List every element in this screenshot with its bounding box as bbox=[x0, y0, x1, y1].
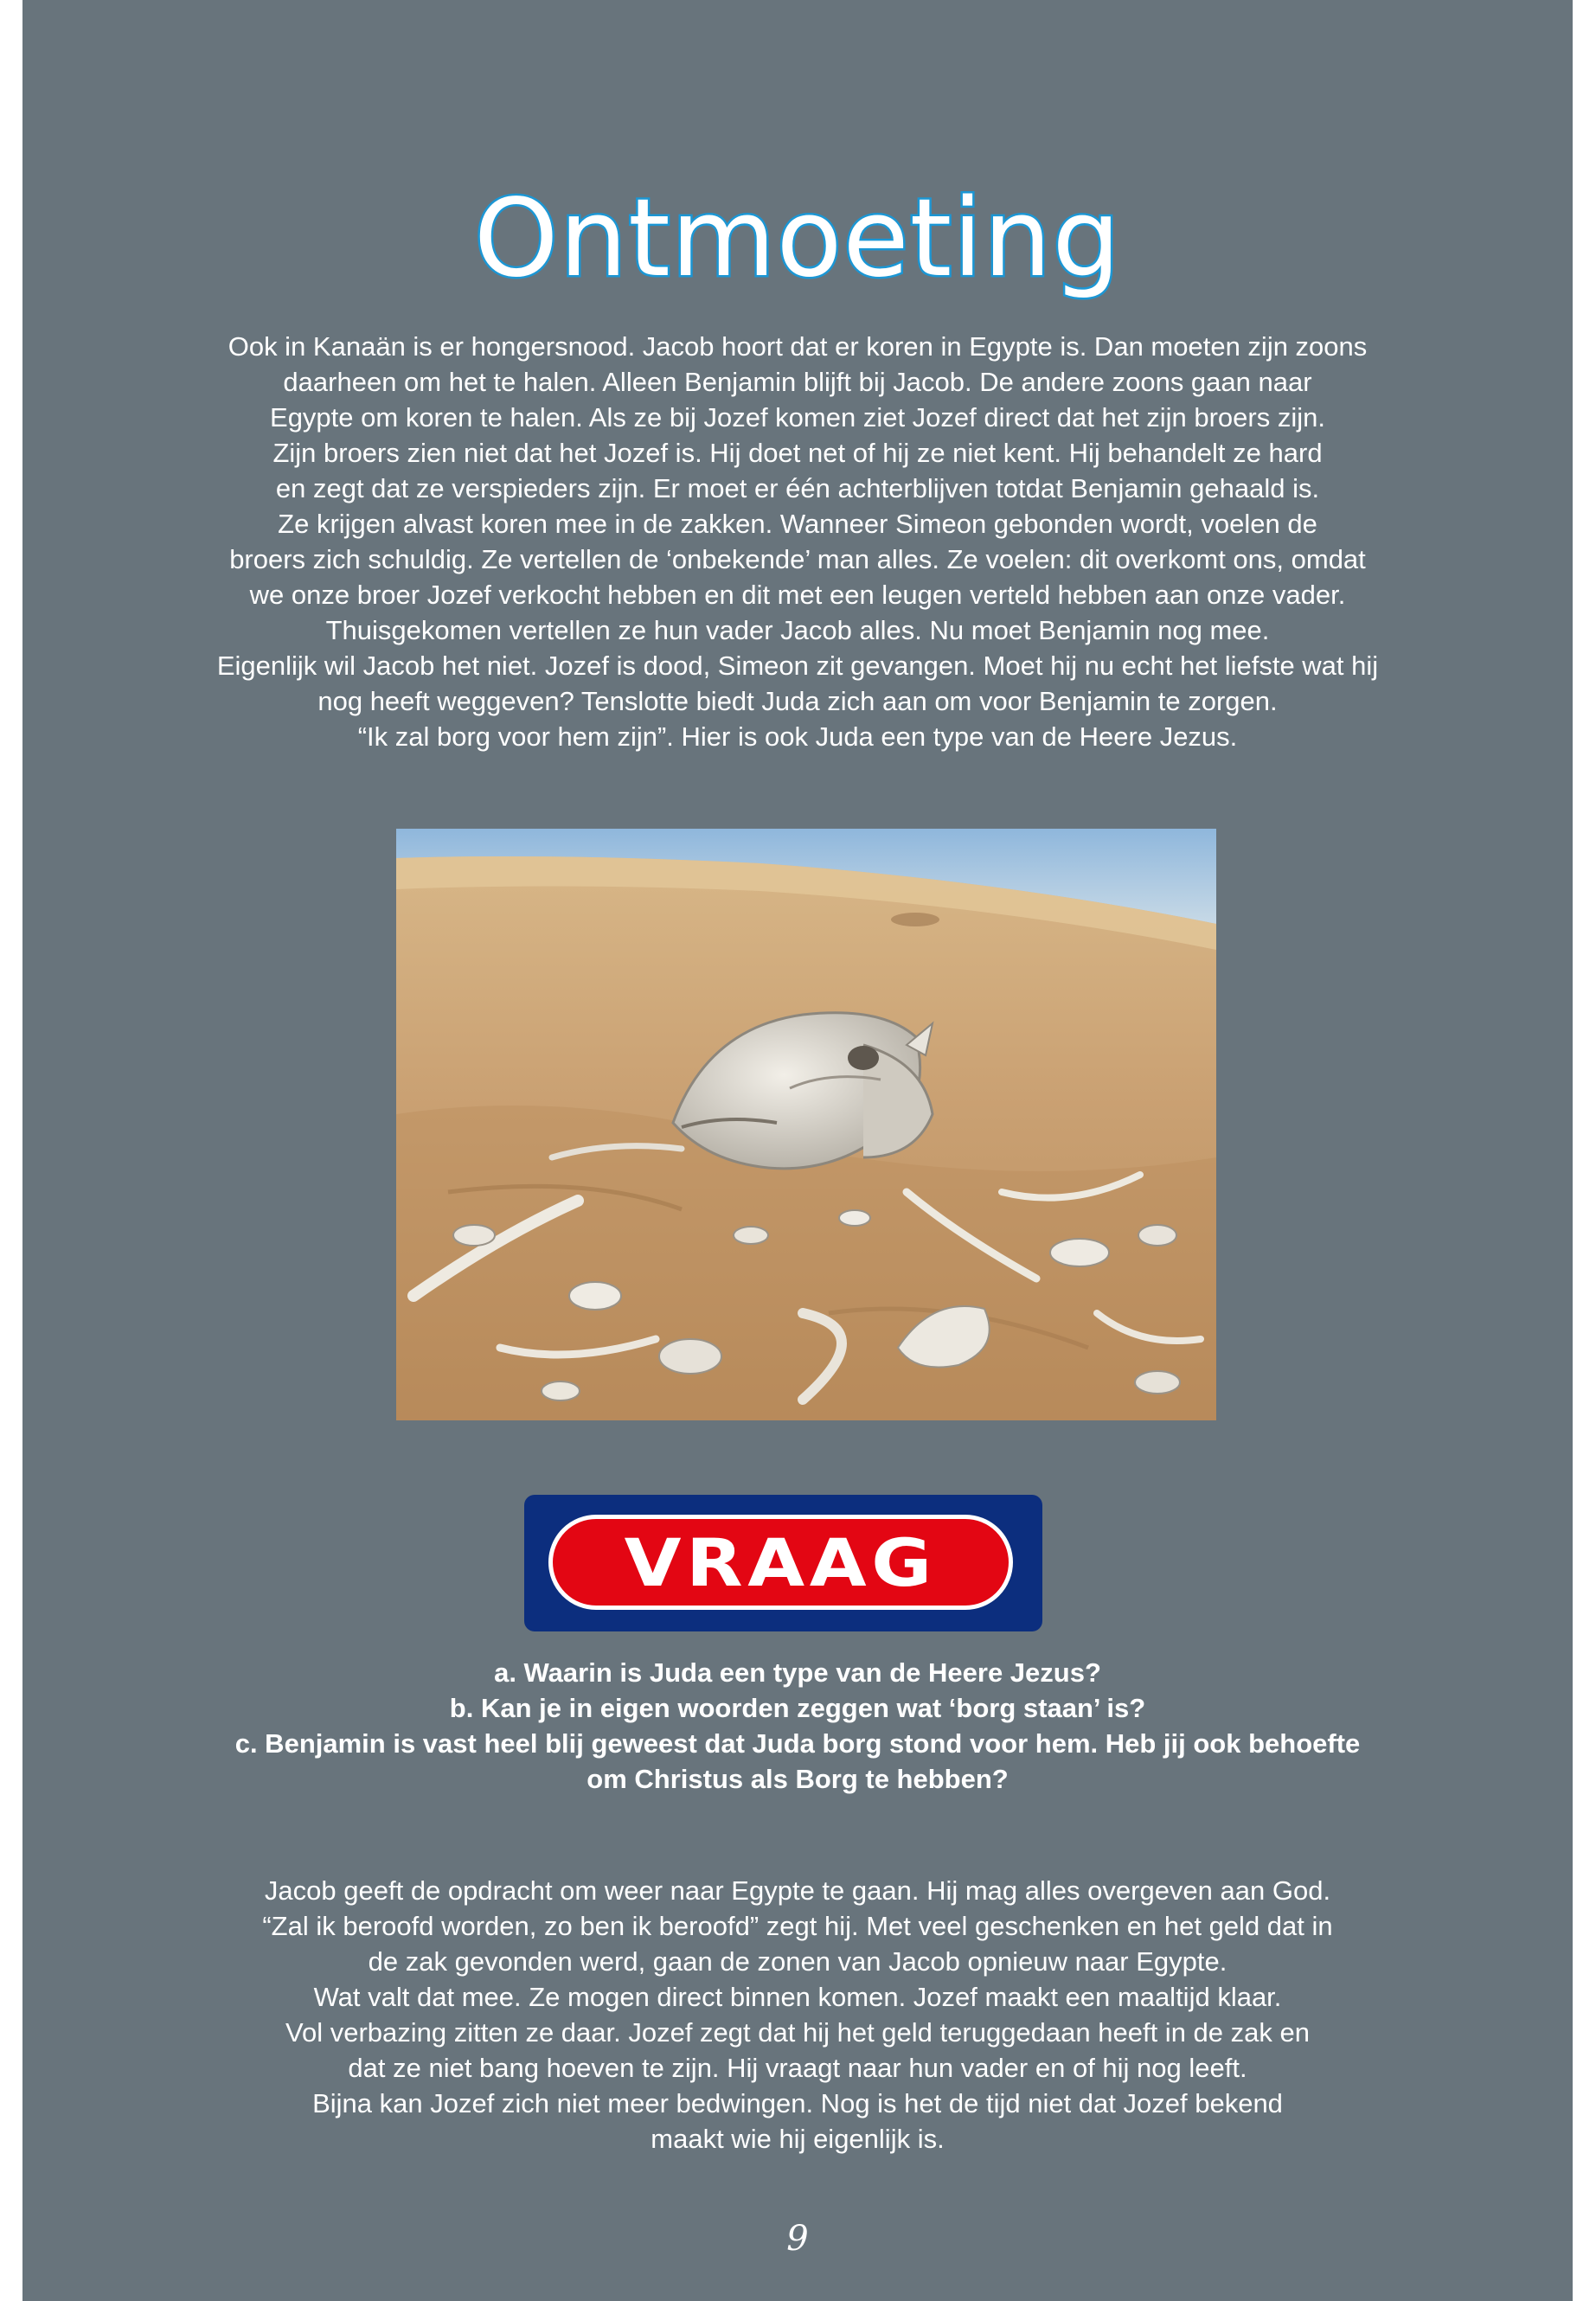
paragraph-line: Eigenlijk wil Jacob het niet. Jozef is dood, Simeon zit gevangen. Moet hij nu echt het liefste wat hij bbox=[216, 651, 1379, 681]
intro-paragraph bbox=[22, 329, 1573, 754]
page-title: Ontmoeting bbox=[473, 176, 1122, 302]
closing-paragraph bbox=[22, 1873, 1573, 2157]
paragraph-line: Thuisgekomen vertellen ze hun vader Jacob alles. Nu moet Benjamin nog mee. bbox=[325, 615, 1270, 645]
paragraph-line: broers zich schuldig. Ze vertellen de ‘onbekende’ man alles. Ze voelen: dit overkomt ons, omdat bbox=[229, 544, 1366, 574]
desert-bones-photo bbox=[396, 829, 1216, 1420]
question-badge bbox=[524, 1495, 1042, 1631]
paragraph-line: nog heeft weggeven? Tenslotte biedt Juda zich aan om voor Benjamin te zorgen. bbox=[317, 686, 1278, 716]
page-number: 9 bbox=[786, 2219, 809, 2259]
page bbox=[22, 0, 1573, 2301]
paragraph-line: “Zal ik beroofd worden, zo ben ik beroofd” zegt hij. Met veel geschenken en het geld dat in bbox=[262, 1911, 1333, 1941]
paragraph-line: Vol verbazing zitten ze daar. Jozef zegt dat hij het geld teruggedaan heeft in de zak en bbox=[285, 2017, 1310, 2048]
question-line: c. Benjamin is vast heel blij geweest dat Juda borg stond voor hem. Heb jij ook behoefte bbox=[234, 1728, 1361, 1759]
question-line: om Christus als Borg te hebben? bbox=[586, 1764, 1009, 1794]
paragraph-line: en zegt dat ze verspieders zijn. Er moet er één achterblijven totdat Benjamin gehaald is. bbox=[275, 473, 1320, 503]
paragraph-line: Zijn broers zien niet dat het Jozef is. Hij doet net of hij ze niet kent. Hij behandelt ze hard bbox=[272, 438, 1323, 468]
paragraph-line: Bijna kan Jozef zich niet meer bedwingen. Nog is het de tijd niet dat Jozef bekend bbox=[312, 2088, 1283, 2118]
paragraph-line: we onze broer Jozef verkocht hebben en dit met een leugen verteld hebben aan onze vader. bbox=[249, 580, 1346, 610]
paragraph-line: Ook in Kanaän is er hongersnood. Jacob hoort dat er koren in Egypte is. Dan moeten zijn zoons bbox=[228, 331, 1368, 362]
paragraph-line: Egypte om koren te halen. Als ze bij Jozef komen ziet Jozef direct dat het zijn broers zijn. bbox=[270, 402, 1325, 433]
questions-list bbox=[22, 1655, 1573, 1797]
paragraph-line: maakt wie hij eigenlijk is. bbox=[651, 2124, 945, 2154]
paragraph-line: Ze krijgen alvast koren mee in de zakken. Wanneer Simeon gebonden wordt, voelen de bbox=[278, 509, 1317, 539]
question-line: a. Waarin is Juda een type van de Heere Jezus? bbox=[494, 1657, 1101, 1688]
paragraph-line: Wat valt dat mee. Ze mogen direct binnen komen. Jozef maakt een maaltijd klaar. bbox=[313, 1982, 1282, 2012]
paragraph-line: Jacob geeft de opdracht om weer naar Egypte te gaan. Hij mag alles overgeven aan God. bbox=[264, 1875, 1331, 1906]
paragraph-line: “Ik zal borg voor hem zijn”. Hier is ook Juda een type van de Heere Jezus. bbox=[357, 721, 1238, 752]
paragraph-line: dat ze niet bang hoeven te zijn. Hij vraagt naar hun vader en of hij nog leeft. bbox=[348, 2053, 1247, 2083]
photo-illustration bbox=[396, 829, 1216, 1420]
question-badge-label: VRAAG bbox=[624, 1523, 938, 1601]
question-badge-pill bbox=[548, 1515, 1013, 1610]
paragraph-line: de zak gevonden werd, gaan de zonen van Jacob opnieuw naar Egypte. bbox=[368, 1946, 1227, 1977]
paragraph-line: daarheen om het te halen. Alleen Benjamin blijft bij Jacob. De andere zoons gaan naar bbox=[283, 367, 1312, 397]
question-line: b. Kan je in eigen woorden zeggen wat ‘borg staan’ is? bbox=[449, 1693, 1146, 1723]
